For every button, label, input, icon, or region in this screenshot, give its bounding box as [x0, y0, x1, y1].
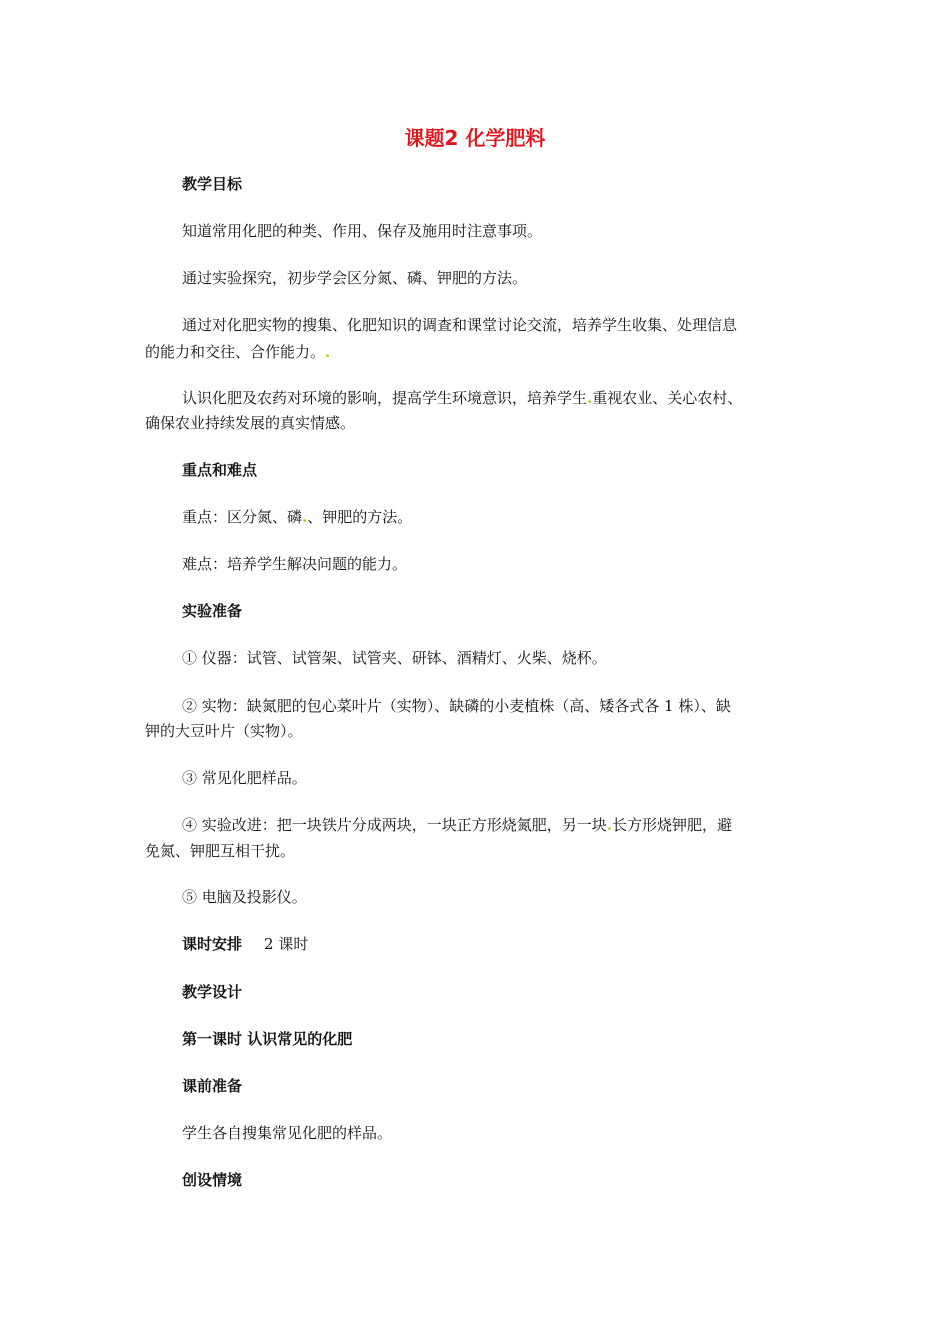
- goals-heading: 教学目标: [182, 175, 243, 193]
- key-heading: 重点和难点: [182, 461, 258, 479]
- scenario-heading: 创设情境: [182, 1171, 243, 1189]
- goal-1: 知道常用化肥的种类、作用、保存及施用时注意事项。: [182, 222, 543, 240]
- prep-item-2-line-1: ② 实物：缺氮肥的包心菜叶片（实物）、缺磷的小麦植株（高、矮各式各 1 株）、缺: [182, 697, 731, 715]
- prep-item-4-line-2: 免氮、钾肥互相干扰。: [145, 842, 296, 860]
- prep-item-5: ⑤ 电脑及投影仪。: [182, 888, 307, 906]
- preclass-heading: 课前准备: [182, 1077, 243, 1095]
- goal-4-line-1: 认识化肥及农药对环境的影响，提高学生环境意识，培养学生.重视农业、关心农村、: [182, 389, 743, 407]
- goal-3-mark: .: [325, 343, 331, 361]
- goal-2: 通过实验探究，初步学会区分氮、磷、钾肥的方法。: [182, 269, 528, 287]
- goal-3-line-2: 的能力和交往、合作能力。.: [145, 343, 331, 361]
- key-point-mark: .: [302, 508, 308, 526]
- prep-item-2-line-2: 钾的大豆叶片（实物）。: [145, 722, 303, 740]
- schedule-line: [182, 932, 308, 956]
- prep-heading: 实验准备: [182, 602, 243, 620]
- prep-item-4-line-1: ④ 实验改进：把一块铁片分成两块，一块正方形烧氮肥，另一块.长方形烧钾肥，避: [182, 816, 733, 834]
- design-heading: 教学设计: [182, 983, 243, 1001]
- schedule-value: 2 课时: [264, 935, 309, 953]
- difficulty: 难点：培养学生解决问题的能力。: [182, 555, 408, 573]
- lesson-1-heading: 第一课时 认识常见的化肥: [182, 1030, 353, 1048]
- goal-4-mark: .: [587, 389, 593, 407]
- prep-item-1: ① 仪器：试管、试管架、试管夹、研钵、酒精灯、火柴、烧杯。: [182, 649, 607, 667]
- prep-item-4-mark: .: [606, 816, 613, 834]
- prep-item-3: ③ 常见化肥样品。: [182, 769, 307, 787]
- preclass-text: 学生各自搜集常见化肥的样品。: [182, 1124, 393, 1142]
- schedule-heading: 课时安排: [182, 935, 243, 953]
- key-point: 重点：区分氮、磷.、钾肥的方法。: [182, 508, 413, 526]
- page-title: 课题2 化学肥料: [404, 126, 546, 150]
- goal-4-line-2: 确保农业持续发展的真实情感。: [145, 414, 356, 432]
- goal-3-line-1: 通过对化肥实物的搜集、化肥知识的调查和课堂讨论交流，培养学生收集、处理信息: [182, 316, 738, 334]
